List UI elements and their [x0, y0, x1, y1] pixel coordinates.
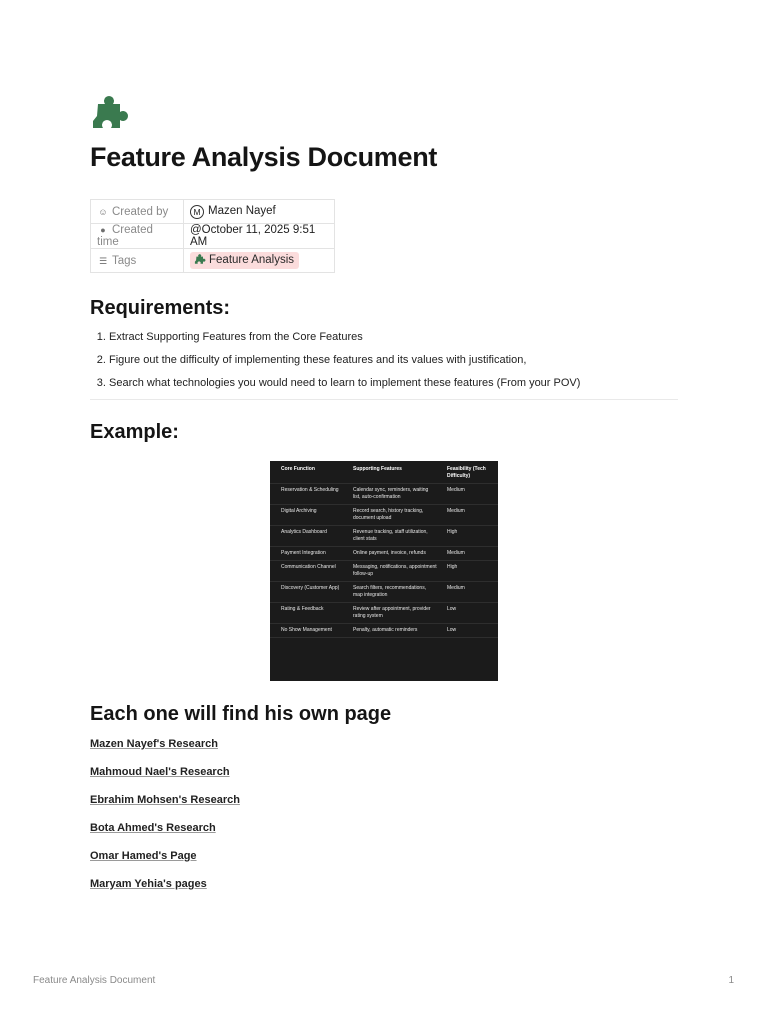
table-cell: Medium: [441, 505, 498, 526]
table-cell: Review after appointment, provider rating system: [347, 603, 441, 624]
table-row: [270, 561, 498, 582]
table-cell: No Show Management: [270, 624, 347, 638]
table-cell: Low: [441, 603, 498, 624]
list-item: 2. Figure out the difficulty of implementing these features and its values with justification,: [109, 350, 699, 373]
table-row: [270, 582, 498, 603]
table-cell: Rating & Feedback: [270, 603, 347, 624]
table-row: [270, 603, 498, 624]
property-key: [91, 249, 184, 273]
footer-title: Feature Analysis Document: [33, 975, 156, 986]
table-row: [270, 526, 498, 547]
table-cell: High: [441, 526, 498, 547]
table-row: [270, 547, 498, 561]
avatar: M: [190, 205, 204, 219]
table-cell: Reservation & Scheduling: [270, 484, 347, 505]
list-item: 1. Extract Supporting Features from the Core Features: [109, 327, 699, 350]
property-value[interactable]: [184, 249, 335, 273]
table-cell: High: [441, 561, 498, 582]
property-label: Created by: [112, 205, 169, 218]
list-item: [90, 766, 240, 794]
example-table-image: [270, 461, 498, 681]
created-time-value: @October 11, 2025 9:51 AM: [184, 224, 335, 249]
tag-label: Feature Analysis: [209, 254, 295, 266]
person-icon: ☺: [98, 206, 108, 217]
list-item: 3. Search what technologies you would need to learn to implement these features (From your POV): [109, 373, 699, 396]
table-cell: Digital Archiving: [270, 505, 347, 526]
page-title: Feature Analysis Document: [90, 142, 438, 172]
table-cell: Calendar sync, reminders, waiting list, auto-confirmation: [347, 484, 441, 505]
table-cell: Penalty, automatic reminders: [347, 624, 441, 638]
list-icon: ☰: [98, 255, 108, 266]
property-label: Tags: [112, 254, 137, 267]
creator-name: Mazen Nayef: [208, 204, 276, 217]
research-link-ebrahim[interactable]: Ebrahim Mohsen's Research: [90, 794, 240, 806]
column-header: Feasibility (Tech Difficulty): [441, 461, 498, 484]
example-heading: Example:: [90, 421, 179, 443]
list-item: [90, 850, 240, 878]
list-item: [90, 878, 240, 906]
page-number: 1: [728, 975, 734, 986]
property-value[interactable]: [184, 200, 335, 224]
property-row-created-by: [91, 200, 335, 224]
table-cell: Record search, history tracking, document upload: [347, 505, 441, 526]
table-cell: Messaging, notifications, appointment follow-up: [347, 561, 441, 582]
table-row: [270, 505, 498, 526]
properties-table: [90, 199, 335, 273]
research-link-maryam[interactable]: Maryam Yehia's pages: [90, 878, 207, 890]
clock-icon: ●: [100, 225, 106, 235]
list-item: [90, 822, 240, 850]
requirements-list: [90, 327, 699, 396]
table-cell: Search filters, recommendations, map integration: [347, 582, 441, 603]
research-link-mazen[interactable]: Mazen Nayef's Research: [90, 738, 218, 750]
table-cell: Payment Integration: [270, 547, 347, 561]
property-label: Created time: [97, 224, 153, 248]
table-cell: Medium: [441, 547, 498, 561]
requirements-heading: Requirements:: [90, 297, 231, 319]
property-key: [91, 224, 184, 249]
property-row-created-time: [91, 224, 335, 249]
table-row: [270, 484, 498, 505]
property-key: [91, 200, 184, 224]
table-row: [270, 624, 498, 638]
table-cell: Medium: [441, 484, 498, 505]
puzzle-piece-icon: [90, 94, 130, 130]
divider: [90, 399, 678, 400]
column-header: Core Function: [270, 461, 347, 484]
table-cell: Revenue tracking, staff utilization, client stats: [347, 526, 441, 547]
research-link-mahmoud[interactable]: Mahmoud Nael's Research: [90, 766, 230, 778]
column-header: Supporting Features: [347, 461, 441, 484]
tag-badge[interactable]: [190, 252, 299, 269]
list-item: [90, 738, 240, 766]
property-row-tags: [91, 249, 335, 273]
research-link-omar[interactable]: Omar Hamed's Page: [90, 850, 197, 862]
table-cell: Low: [441, 624, 498, 638]
research-links: [90, 738, 240, 906]
research-link-bota[interactable]: Bota Ahmed's Research: [90, 822, 216, 834]
table-cell: Communication Channel: [270, 561, 347, 582]
table-cell: Discovery (Customer App): [270, 582, 347, 603]
table-header-row: [270, 461, 498, 484]
list-item: [90, 794, 240, 822]
table-cell: Online payment, invoice, refunds: [347, 547, 441, 561]
puzzle-piece-icon: [194, 253, 206, 265]
research-heading: Each one will find his own page: [90, 703, 392, 725]
table-cell: Medium: [441, 582, 498, 603]
table-cell: Analytics Dashboard: [270, 526, 347, 547]
